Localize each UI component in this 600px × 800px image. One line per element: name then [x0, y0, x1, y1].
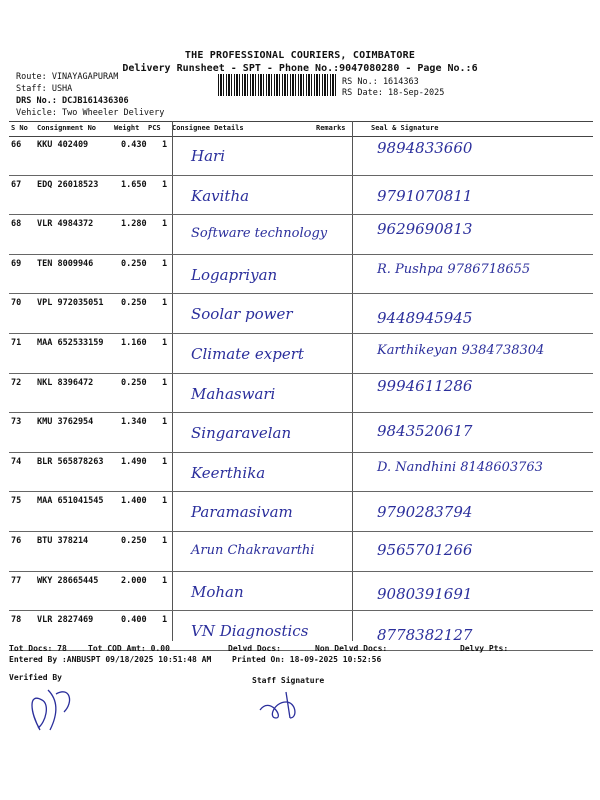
row-consignment-no: VLR 2827469 — [37, 615, 94, 626]
delvd-docs: Delvd Docs: — [228, 644, 281, 653]
row-sno: 74 — [11, 456, 22, 467]
row-seal-signature: 9790283794 — [377, 503, 473, 522]
row-sno: 70 — [11, 298, 22, 309]
table-row — [9, 135, 593, 176]
row-consignment-no: EDQ 26018523 — [37, 179, 99, 190]
row-sno: 68 — [11, 219, 22, 230]
table-row — [9, 531, 593, 572]
tot-cod: Tot COD Amt: 0.00 — [88, 644, 170, 653]
col-consignee: Consignee Details — [172, 124, 244, 132]
row-consignment-no: MAA 652533159 — [37, 338, 104, 348]
barcode — [218, 74, 336, 96]
company-title: THE PROFESSIONAL COURIERS, COIMBATORE — [184, 50, 416, 61]
row-consignee-handwritten: Hari — [191, 147, 225, 165]
row-sno: 69 — [11, 258, 22, 269]
col-remarks: Remarks — [316, 124, 346, 132]
row-weight: 0.250 — [121, 298, 147, 309]
delvy-pts: Delvy Pts: — [460, 644, 509, 653]
row-seal-signature: 9565701266 — [377, 541, 473, 559]
row-pcs: 1 — [162, 456, 168, 467]
row-pcs: 1 — [162, 258, 168, 269]
table-row — [9, 175, 593, 216]
table-row — [9, 333, 593, 374]
row-pcs: 1 — [162, 219, 168, 230]
verifier-signature — [20, 682, 80, 734]
row-pcs: 1 — [162, 496, 168, 507]
staff-signature-label: Staff Signature — [252, 676, 325, 685]
table-row — [9, 293, 593, 334]
row-seal-signature: D. Nandhini 8148603763 — [377, 459, 543, 475]
row-sno: 73 — [11, 417, 22, 428]
row-pcs: 1 — [162, 179, 168, 190]
rs-date: RS Date: 18-Sep-2025 — [342, 88, 445, 98]
staff-signature — [256, 688, 306, 724]
row-seal-signature: 9894833660 — [377, 139, 473, 157]
row-pcs: 1 — [162, 338, 168, 348]
row-pcs: 1 — [162, 140, 168, 150]
row-consignee-handwritten: Singaravelan — [191, 424, 292, 443]
col-consignment: Consignment No — [37, 124, 97, 132]
runsheet-subtitle: Delivery Runsheet - SPT - Phone No.:9047080280 - Page No.:6 — [122, 63, 478, 74]
row-consignee-handwritten: Logapriyan — [191, 265, 278, 284]
route-text: Route: VINAYAGAPURAM — [16, 72, 119, 82]
row-consignment-no: BLR 565878263 — [37, 456, 104, 467]
row-pcs: 1 — [162, 536, 168, 546]
row-consignment-no: NKL 8396472 — [37, 377, 94, 388]
col-sno: S No — [11, 124, 28, 132]
row-sno: 77 — [11, 575, 22, 586]
row-seal-signature: 9448945945 — [377, 309, 473, 328]
table-row — [9, 571, 593, 612]
row-consignment-no: VPL 972035051 — [37, 298, 104, 309]
table-row — [9, 373, 593, 414]
rs-number: RS No.: 1614363 — [342, 77, 419, 87]
row-weight: 1.340 — [121, 417, 147, 428]
row-seal-signature: 8778382127 — [377, 626, 473, 645]
row-sno: 75 — [11, 496, 22, 507]
row-consignee-handwritten: Arun Chakravarthi — [191, 543, 315, 558]
col-pcs: PCS — [148, 124, 161, 132]
row-consignee-handwritten: Mohan — [191, 582, 244, 601]
row-consignee-handwritten: Keerthika — [191, 463, 266, 482]
row-consignee-handwritten: Climate expert — [191, 345, 304, 363]
row-weight: 1.490 — [121, 456, 147, 467]
tot-docs: Tot Docs: 78 — [9, 644, 67, 653]
row-seal-signature: 9843520617 — [377, 422, 473, 441]
row-seal-signature: 9994611286 — [377, 376, 473, 395]
row-consignment-no: WKY 28665445 — [37, 575, 99, 586]
row-weight: 2.000 — [121, 575, 147, 586]
row-pcs: 1 — [162, 377, 168, 388]
row-consignee-handwritten: Mahaswari — [191, 384, 276, 403]
row-sno: 67 — [11, 179, 22, 190]
row-consignee-handwritten: Paramasivam — [191, 503, 293, 522]
col-seal: Seal & Signature — [371, 124, 439, 132]
row-sno: 66 — [11, 140, 22, 150]
row-pcs: 1 — [162, 417, 168, 428]
row-sno: 78 — [11, 615, 22, 626]
drs-number: DRS No.: DCJB161436306 — [16, 96, 129, 106]
table-row — [9, 412, 593, 453]
row-weight: 0.250 — [121, 258, 147, 269]
verified-by-label: Verified By — [9, 673, 62, 682]
row-sno: 71 — [11, 338, 22, 348]
staff-text: Staff: USHA — [16, 84, 73, 94]
row-weight: 0.430 — [121, 140, 147, 150]
row-consignee-handwritten: VN Diagnostics — [191, 622, 309, 641]
row-weight: 1.400 — [121, 496, 147, 507]
entered-by: Entered By :ANBUSPT 09/18/2025 10:51:48 AM — [9, 655, 212, 664]
row-pcs: 1 — [162, 575, 168, 586]
row-weight: 1.650 — [121, 179, 147, 190]
row-consignment-no: TEN 8009946 — [37, 258, 94, 269]
non-delvd-docs: Non Delvd Docs: — [315, 644, 388, 653]
printed-on: Printed On: 18-09-2025 10:52:56 — [232, 655, 382, 664]
col-weight: Weight — [114, 124, 140, 132]
row-seal-signature: 9629690813 — [377, 220, 473, 239]
row-seal-signature: 9791070811 — [377, 186, 473, 205]
row-consignee-handwritten: Soolar power — [191, 305, 293, 324]
row-weight: 1.280 — [121, 219, 147, 230]
row-consignment-no: BTU 378214 — [37, 536, 89, 546]
row-weight: 0.400 — [121, 615, 147, 626]
row-seal-signature: 9080391691 — [377, 584, 473, 603]
row-consignment-no: MAA 651041545 — [37, 496, 104, 507]
table-row — [9, 491, 593, 532]
table-row — [9, 452, 593, 493]
row-consignee-handwritten: Kavitha — [191, 186, 250, 205]
table-row — [9, 254, 593, 295]
row-consignee-handwritten: Software technology — [191, 226, 328, 242]
row-sno: 72 — [11, 377, 22, 388]
row-pcs: 1 — [162, 615, 168, 626]
row-pcs: 1 — [162, 298, 168, 309]
row-consignment-no: KMU 3762954 — [37, 417, 94, 428]
row-weight: 0.250 — [121, 536, 147, 546]
row-seal-signature: Karthikeyan 9384738304 — [377, 343, 545, 358]
table-row — [9, 214, 593, 255]
row-weight: 1.160 — [121, 338, 147, 348]
vehicle-text: Vehicle: Two Wheeler Delivery — [16, 108, 165, 118]
row-weight: 0.250 — [121, 377, 147, 388]
row-seal-signature: R. Pushpa 9786718655 — [377, 261, 531, 277]
row-sno: 76 — [11, 536, 22, 546]
row-consignment-no: KKU 402409 — [37, 140, 89, 150]
row-consignment-no: VLR 4984372 — [37, 219, 94, 230]
